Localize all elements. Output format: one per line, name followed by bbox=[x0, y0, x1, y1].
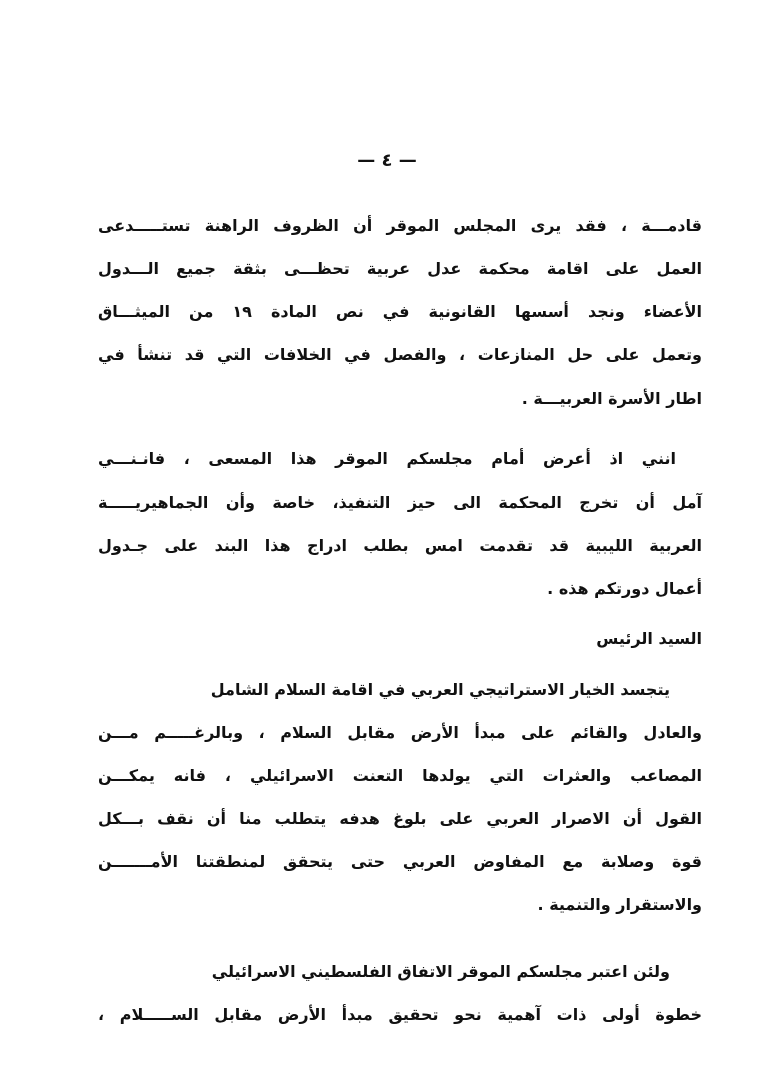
text-line: الأعضاء ونجد أسسها القانونية في نص المادة ١٩ من الميثـــاق bbox=[98, 302, 703, 321]
text-line: انني اذ أعرض أمام مجلسكم الموقر هذا المسعى ، فانـنـــي bbox=[98, 449, 676, 468]
page-number: — ٤ — bbox=[357, 150, 417, 171]
text-line: العمل على اقامة محكمة عدل عربية تحظـــى بثقة جميع الـــدول bbox=[98, 259, 702, 278]
text-line: المصاعب والعثرات التي يولدها التعنت الاسرائيلي ، فانه يمكـــن bbox=[98, 766, 702, 785]
text-line: خطوة أولى ذات آهمية نحو تحقيق مبدأ الأرض مقابل الســـــلام ، bbox=[98, 1005, 702, 1024]
text-line: قوة وصلابة مع المفاوض العربي حتى يتحقق لمنطقتنا الأمـــــــن bbox=[98, 852, 702, 871]
text-line: القول أن الاصرار العربي على بلوغ هدفه يتطلب منا أن نقف بـــكل bbox=[98, 809, 702, 828]
section-heading: السيد الرئيس bbox=[596, 629, 702, 648]
text-line: والاستقرار والتنمية . bbox=[537, 895, 702, 914]
text-line: ولئن اعتبر مجلسكم الموقر الاتفاق الفلسطيني الاسرائيلي bbox=[211, 962, 670, 981]
text-line: العربية الليبية قد تقدمت امس بطلب ادراج هذا البند على جـدول bbox=[98, 536, 702, 555]
text-line: يتجسد الخيار الاستراتيجي العربي في اقامة السلام الشامل bbox=[210, 680, 670, 699]
text-line: أعمال دورتكم هذه . bbox=[547, 579, 702, 598]
text-line: اطار الأسرة العربيـــة . bbox=[521, 389, 702, 408]
text-line: وتعمل على حل المنازعات ، والفصل في الخلافات التي قد تنشأ في bbox=[98, 345, 702, 364]
text-line: آمل أن تخرج المحكمة الى حيز التنفيذ، خاصة وأن الجماهيريـــــة bbox=[98, 493, 702, 512]
text-line: والعادل والقائم على مبدأ الأرض مقابل السلام ، وبالرغـــــم مـــن bbox=[98, 723, 702, 742]
text-line: قادمـــة ، فقد يرى المجلس الموقر أن الظروف الراهنة تستـــــدعى bbox=[98, 216, 702, 235]
